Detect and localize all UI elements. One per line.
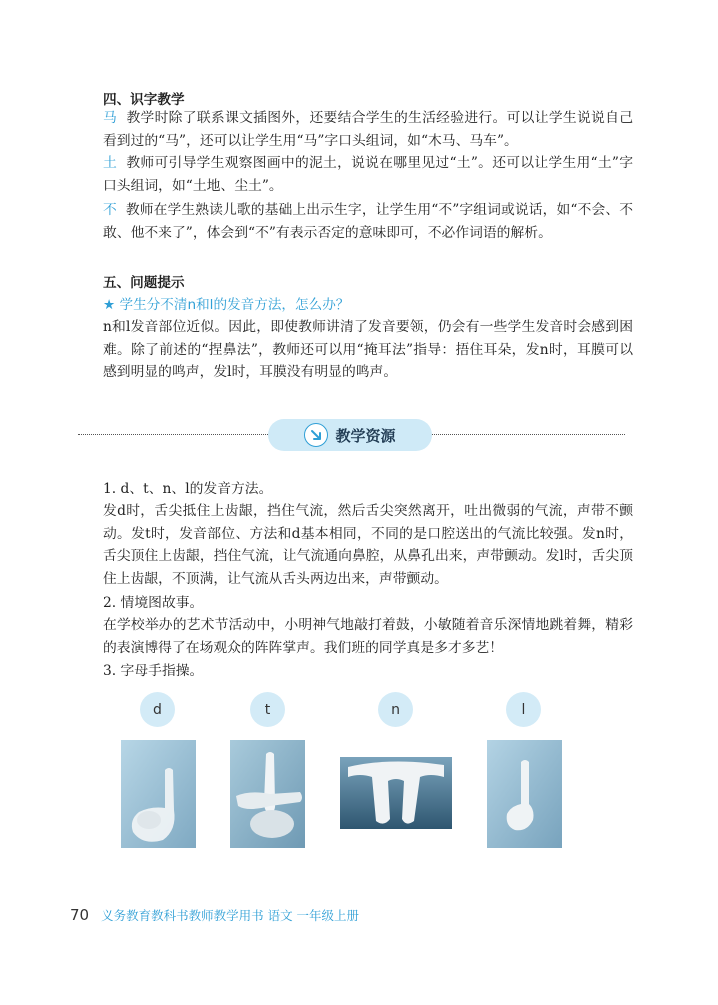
char-label-tu: 土 xyxy=(103,155,118,171)
page-footer xyxy=(70,906,359,924)
section-heading-5: 五、问题提示 xyxy=(103,275,185,291)
char-label-bu: 不 xyxy=(103,202,117,218)
paragraph-text: 教师可引导学生观察图画中的泥土，说说在哪里见过“土”。还可以让学生用“土”字口头组词，如“土地、尘土”。 xyxy=(103,155,634,194)
teaching-resources-banner xyxy=(268,419,432,451)
divider-left xyxy=(78,434,268,435)
hand-gesture-n-image xyxy=(340,757,452,829)
resource-item-2-body: 在学校举办的艺术节活动中，小明神气地敲打着鼓，小敏随着音乐深情地跳着舞，精彩的表演博得了在场观众的阵阵掌声。我们班的同学真是多才多艺！ xyxy=(103,617,633,656)
answer-paragraph: n和l发音部位近似。因此，即使教师讲清了发音要领，仍会有一些学生发音时会感到困难。除了前述的“捏鼻法”，教师还可以用“掩耳法”指导：捂住耳朵，发n时，耳膜可以感到明显的鸣声，发l时，耳膜没有明显的鸣声。 xyxy=(103,319,633,381)
letter-bubble-n: n xyxy=(378,692,413,727)
paragraph-tu xyxy=(103,152,633,197)
paragraph-bu xyxy=(103,199,633,244)
section-heading-4: 四、识字教学 xyxy=(103,92,185,108)
page-number: 70 xyxy=(70,906,90,924)
paragraph-text: 教学时除了联系课文插图外，还要结合学生的生活经验进行。可以让学生说说自己看到过的“马”，还可以让学生用“马”字口头组词，如“木马、马车”。 xyxy=(103,110,634,149)
char-label-ma: 马 xyxy=(103,110,118,126)
paragraph-ma xyxy=(103,107,633,152)
question-prompt: ★ 学生分不清n和l的发音方法，怎么办？ xyxy=(103,297,350,313)
hand-gesture-d-image xyxy=(121,740,196,848)
resource-item-1-title: 1. d、t、n、l的发音方法。 xyxy=(103,481,273,497)
letter-bubble-d: d xyxy=(140,692,175,727)
banner-title: 教学资源 xyxy=(335,426,396,445)
hand-gesture-t-image xyxy=(230,740,305,848)
book-title: 义务教育教科书教师教学用书 语文 一年级上册 xyxy=(101,908,360,923)
divider-right xyxy=(432,434,625,435)
paragraph-text: 教师在学生熟读儿歌的基础上出示生字，让学生用“不”字组词或说话，如“不会、不敢、他不来了”，体会到“不”有表示否定的意味即可，不必作词语的解析。 xyxy=(103,202,633,241)
arrow-circle-icon xyxy=(304,423,328,447)
resource-item-2-title: 2. 情境图故事。 xyxy=(103,595,204,611)
resource-item-1-body: 发d时，舌尖抵住上齿龈，挡住气流，然后舌尖突然离开，吐出微弱的气流，声带不颤动。发t时，发音部位、方法和d基本相同，不同的是口腔送出的气流比较强。发n时，舌尖顶住上齿龈，挡住气流，让气流通向鼻腔，从鼻孔出来，声带颤动。发l时，舌尖顶住上齿龈，不顶满，让气流从舌头两边出来，声带颤动。 xyxy=(103,503,633,587)
hand-gesture-l-image xyxy=(487,740,562,848)
letter-bubble-t: t xyxy=(250,692,285,727)
resource-item-3-title: 3. 字母手指操。 xyxy=(103,663,204,679)
letter-bubble-l: l xyxy=(506,692,541,727)
